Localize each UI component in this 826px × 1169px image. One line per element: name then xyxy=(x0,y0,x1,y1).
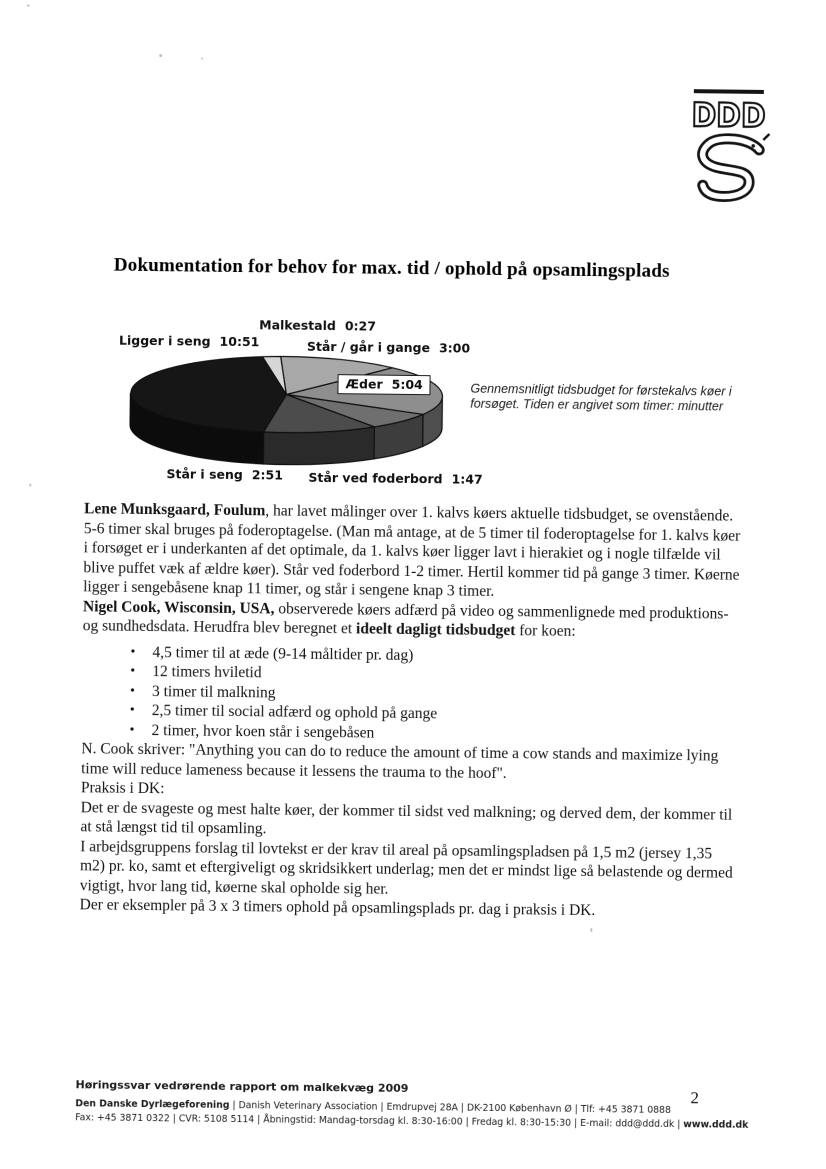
pie-label-text: Malkestald xyxy=(259,317,336,334)
bullet-icon: • xyxy=(129,683,136,699)
scan-noise xyxy=(201,58,203,60)
pie-label-ligger-i-seng xyxy=(119,333,260,350)
footer-text: Fax: +45 3871 0322 | CVR: 5108 5114 | Åbningstid: Mandag-torsdag kl. 8:30-16:00 | Fredag kl. 8:30-15:30 | E-mail: ddd@ddd.dk | xyxy=(75,1112,684,1131)
footer-heading: Høringssvar vedrørende rapport om malkekvæg 2009 xyxy=(75,1078,409,1095)
snake-icon xyxy=(702,133,769,197)
paragraph-text: 5-6 timer skal bruges på foderoptagelse. (Man må antage, at de 5 timer til foderoptagelse for 1. kalvs køer i forsøget er i underkanten af det optimale, da 1. kalvs køer ligger lavt i hierakiet og i nogle tilfælde vil blive puffet væk af ældre køer). Står ved foderbord 1-2 timer. Hertil kommer tid på gange 3 timer. Køerne ligger i sengebåsene knap 11 timer, og står i sengene knap 3 timer. xyxy=(83,519,741,600)
pie-label-text: Står ved foderbord xyxy=(308,469,443,487)
list-item-text: 12 timers hviletid xyxy=(152,663,262,682)
document-body xyxy=(79,499,742,922)
paragraph-text: observerede køers adfærd på video og sammenlignede med produktions- og sundhedsdata. Herudfra blev beregnet et xyxy=(82,599,729,638)
chart-caption: Gennemsnitligt tidsbudget for førstekalvs køer i forsøget. Tiden er angivet som timer: minutter xyxy=(470,381,732,414)
pie-label-staar-ved-foderbord xyxy=(308,470,482,487)
page-number: 2 xyxy=(690,1088,700,1108)
paragraph-text: Det er de svageste og mest halte køer, der kommer til sidst ved malkning; og derved dem, der kommer til at stå længst tid til opsamling. xyxy=(80,798,733,838)
pie-label-value: 2:51 xyxy=(251,467,284,483)
logo-top-bar xyxy=(694,91,764,92)
list-item-text: 2,5 timer til social adfærd og ophold på gange xyxy=(151,702,438,723)
bold-inline: ideelt dagligt tidsbudget xyxy=(355,620,516,640)
pie-label-value: 0:27 xyxy=(344,318,377,334)
pie-label-aeder xyxy=(337,374,430,395)
pie-label-staar-gaar-i-gange xyxy=(307,339,470,356)
paragraph-lovtekst: I arbejdsgruppens forslag til lovtekst er der krav til areal på opsamlingspladsen på 1,5 m2 (jersey 1,35 m2) pr. ko, samt et eftergiveligt og skridsikkert underlag; men det er mindst lige så belastende og dermed vigtigt, hvor lang tid, køerne skal opholde sig her. xyxy=(79,837,733,898)
time-budget-pie-chart xyxy=(99,333,521,521)
bold-lead: Lene Munksgaard, Foulum xyxy=(83,500,266,520)
pie-label-text: Står i seng xyxy=(166,466,243,483)
pie-label-value: 1:47 xyxy=(451,471,483,487)
scan-noise xyxy=(27,5,30,7)
bullet-list xyxy=(81,642,740,747)
paragraph-nigel-cook xyxy=(83,597,741,643)
footer-text: | Danish Veterinary Association | Emdrupvej 28A | DK-2100 København Ø | Tlf: +45 3871 0888 xyxy=(229,1099,671,1116)
logo-text: DDD xyxy=(691,95,774,136)
ddd-logo-graphic xyxy=(687,85,784,212)
pie-label-text: Ligger i seng xyxy=(118,332,211,349)
paragraph-cook-quote: N. Cook skriver: "Anything you can do to reduce the amount of time a cow stands and maximize lying time will reduce lameness because it lessens the trauma to the hoof". xyxy=(81,740,719,782)
bullet-icon: • xyxy=(129,702,135,718)
pie-label-value: 3:00 xyxy=(438,340,471,356)
pie-label-malkestald xyxy=(259,317,376,333)
pie-label-value: 10:51 xyxy=(219,333,260,350)
pie-label-text: Æder xyxy=(345,376,383,392)
list-item-text: 2 timer, hvor koen står i sengebåsen xyxy=(151,721,375,742)
bullet-icon: • xyxy=(129,722,135,738)
pie-label-staar-i-seng xyxy=(166,466,283,482)
paragraph-lene-munksgaard xyxy=(83,499,742,604)
paragraph-text: for koen: xyxy=(515,622,576,640)
pie-label-value: 5:04 xyxy=(391,376,423,393)
ddd-logo xyxy=(687,85,784,212)
paragraph-eksempler: Der er eksempler på 3 x 3 timers ophold på opsamlingsplads pr. dag i praksis i DK. xyxy=(79,896,596,920)
footer-org-name: Den Danske Dyrlægeforening xyxy=(75,1098,230,1111)
pie-label-text: Står / går i gange xyxy=(306,338,431,356)
list-item-text: 4,5 timer til at æde (9-14 måltider pr. dag) xyxy=(152,643,414,664)
scan-noise xyxy=(590,928,592,932)
scan-noise xyxy=(29,484,31,487)
paragraph-text: , har lavet målinger over 1. kalvs køers aktuelle tidsbudget, se ovenstående. xyxy=(265,502,734,525)
list-item-text: 3 timer til malkning xyxy=(151,682,276,701)
bullet-icon: • xyxy=(130,663,136,679)
footer-website: www.ddd.dk xyxy=(683,1119,749,1131)
paragraph-praksis-dk xyxy=(80,778,739,844)
page-title: Dokumentation for behov for max. tid / ophold på opsamlingsplads xyxy=(113,254,670,282)
paragraph-text: Praksis i DK: xyxy=(80,779,165,798)
page-footer xyxy=(75,1078,775,1133)
scan-noise xyxy=(159,54,162,57)
bullet-icon: • xyxy=(130,644,136,660)
bold-lead: Nigel Cook, Wisconsin, USA, xyxy=(82,597,275,617)
